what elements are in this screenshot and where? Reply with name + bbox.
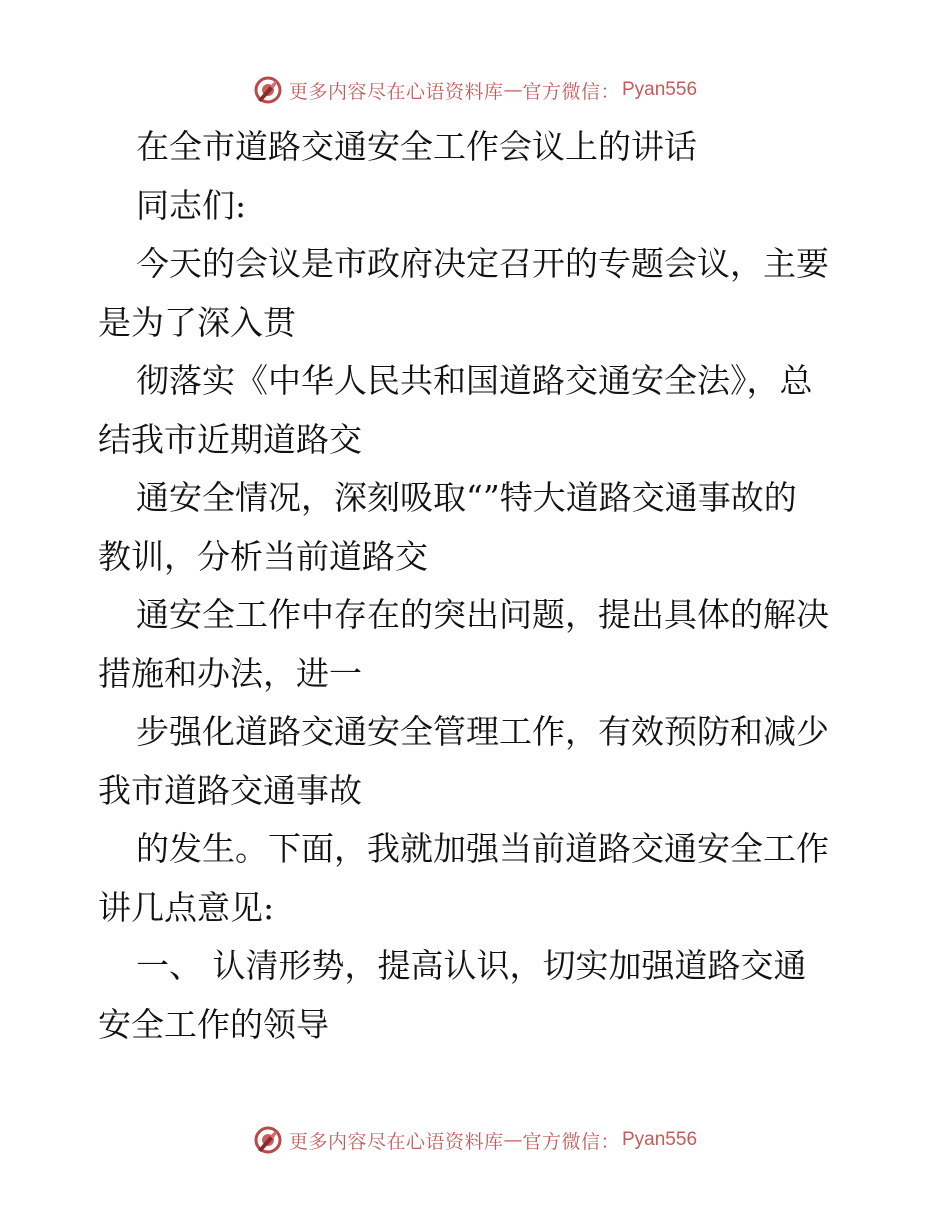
watermark-header — [0, 70, 950, 110]
text-line: 教训，分析当前道路交 — [98, 536, 428, 576]
watermark-dash: — — [503, 79, 523, 101]
text-line: 的发生。下面，我就加强当前道路交通安全工作 — [136, 829, 829, 868]
text-line: 彻落实《中华人民共和国道路交通安全法》，总 — [136, 361, 813, 400]
text-line: 讲几点意见: — [98, 887, 275, 927]
section-heading: 一、 认清形势，提高认识，切实加强道路交通 — [136, 946, 807, 985]
watermark-text: 更多内容尽在心语资料库 — [288, 1130, 504, 1153]
text-line: 通安全情况，深刻吸取“”特大道路交通事故的 — [136, 478, 797, 517]
text-line: 结我市近期道路交 — [98, 419, 362, 459]
text-line: 步强化道路交通安全管理工作，有效预防和减少 — [136, 712, 829, 751]
section-heading-continued: 安全工作的领导 — [98, 1004, 329, 1044]
watermark-dash: — — [503, 1129, 523, 1151]
pen-logo-icon — [253, 1125, 283, 1155]
watermark-id: Pyan556 — [622, 79, 698, 100]
watermark-label: 官方微信： — [522, 1130, 620, 1153]
document-body — [98, 118, 850, 1054]
salutation: 同志们: — [136, 185, 247, 225]
watermark-label: 官方微信： — [522, 80, 620, 103]
text-line: 措施和办法，进一 — [98, 653, 362, 693]
text-line: 是为了深入贯 — [98, 302, 296, 342]
document-title: 在全市道路交通安全工作会议上的讲话 — [136, 127, 697, 166]
text-line: 通安全工作中存在的突出问题，提出具体的解决 — [136, 595, 829, 634]
watermark-text: 更多内容尽在心语资料库 — [288, 80, 504, 103]
watermark-id: Pyan556 — [622, 1129, 698, 1150]
watermark-footer — [0, 1120, 950, 1160]
text-line: 我市道路交通事故 — [98, 770, 362, 810]
pen-logo-icon — [253, 75, 283, 105]
text-line: 今天的会议是市政府决定召开的专题会议，主要 — [136, 244, 829, 283]
